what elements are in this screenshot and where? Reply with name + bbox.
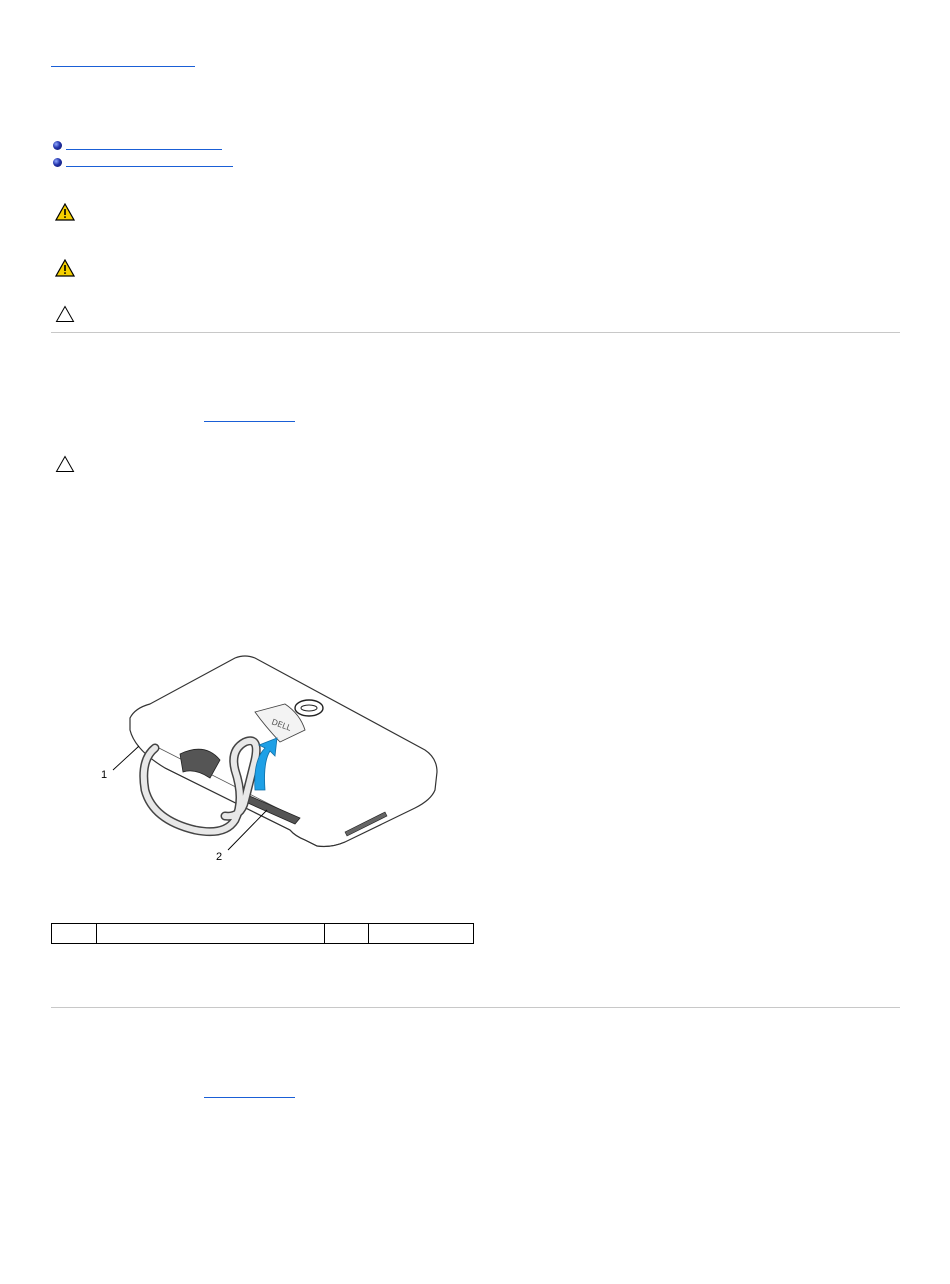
callout-1: 1 xyxy=(101,769,108,781)
section-2-reference-underline xyxy=(204,1097,295,1098)
section-divider xyxy=(51,332,900,333)
stand-removal-illustration xyxy=(95,650,445,870)
section-1-reference-underline xyxy=(204,421,295,422)
legend-number-cell xyxy=(325,924,369,944)
callout-legend-table xyxy=(51,923,474,944)
legend-number-cell xyxy=(52,924,97,944)
back-to-contents-underline xyxy=(51,66,195,67)
legend-label-cell xyxy=(369,924,474,944)
table-row xyxy=(52,924,474,944)
toc-item-1-underline xyxy=(66,149,222,150)
dell-logo-icon xyxy=(295,700,323,716)
toc-bullet-icon xyxy=(53,141,62,150)
caution-icon xyxy=(55,455,75,473)
legend-label-cell xyxy=(97,924,325,944)
section-divider xyxy=(51,1007,900,1008)
toc-item-2-underline xyxy=(66,166,233,167)
warning-icon xyxy=(55,203,75,221)
toc-bullet-icon xyxy=(53,158,62,167)
warning-icon xyxy=(55,259,75,277)
caution-icon xyxy=(55,305,75,323)
svg-text:DELL: DELL xyxy=(270,717,293,733)
callout-2: 2 xyxy=(216,851,223,863)
